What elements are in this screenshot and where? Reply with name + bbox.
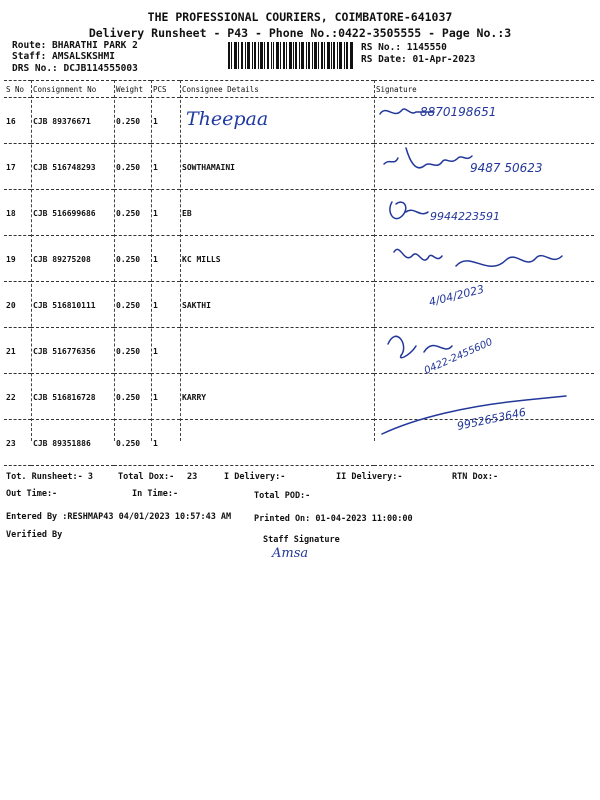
handwritten-phone: 8870198651 [420,105,497,119]
col-consignee: Consignee Details [180,81,374,98]
total-dox-value: 23 [187,472,198,482]
cell-pcs: 1 [151,282,180,328]
barcode-image [228,42,353,69]
handwritten-phone: 0422-2455600 [422,336,495,377]
handwritten-consignee-name: Theepaa [186,108,269,130]
column-divider [374,80,375,441]
cell-sno: 20 [4,282,31,328]
rs-date: RS Date: 01-Apr-2023 [361,54,476,65]
cell-weight: 0.250 [114,98,151,144]
cell-pcs: 1 [151,144,180,190]
col-signature: Signature [374,81,594,98]
handwritten-phone: 9952653646 [455,405,528,433]
column-divider [31,80,32,441]
cell-weight: 0.250 [114,144,151,190]
cell-pcs: 1 [151,98,180,144]
cell-pcs: 1 [151,190,180,236]
runsheet-subtitle: Delivery Runsheet - P43 - Phone No.:0422-3505555 - Page No.:3 [88,26,512,40]
col-sno: S No [4,81,31,98]
handwritten-phone: 9487 50623 [470,161,543,175]
cell-pcs: 1 [151,374,180,420]
tot-runsheet: Tot. Runsheet:- 3 [6,472,93,482]
rs-number: RS No.: 1145550 [361,42,447,53]
rtn-dox: RTN Dox:- [452,472,499,482]
cell-consignment: CJB 516748293 [31,144,114,190]
cell-sno: 18 [4,190,31,236]
table-header-row [4,81,594,98]
cell-consignee: SOWTHAMAINI [180,144,374,190]
cell-weight: 0.250 [114,236,151,282]
total-pod: Total POD:- [254,491,311,501]
cell-pcs: 1 [151,236,180,282]
column-divider [180,80,181,441]
cell-sno: 22 [4,374,31,420]
cell-consignment: CJB 516810111 [31,282,114,328]
cell-consignee [180,328,374,374]
cell-weight: 0.250 [114,374,151,420]
staff-signature: Amsa [272,546,309,561]
staff-signature-label: Staff Signature [263,535,340,545]
in-time: In Time:- [132,489,179,499]
cell-consignment: CJB 516699686 [31,190,114,236]
handwritten-phone: 9944223591 [430,210,500,223]
route-label: Route: BHARATHI PARK 2 [12,40,138,51]
cell-sno: 16 [4,98,31,144]
cell-consignee: KC MILLS [180,236,374,282]
cell-consignee: EB [180,190,374,236]
cell-consignee [180,420,374,466]
cell-weight: 0.250 [114,282,151,328]
signature-strokes [376,100,576,480]
company-title: THE PROFESSIONAL COURIERS, COIMBATORE-641037 [147,10,453,24]
column-divider [114,80,115,441]
cell-weight: 0.250 [114,328,151,374]
cell-consignee: KARRY [180,374,374,420]
cell-consignment: CJB 89351886 [31,420,114,466]
cell-sno: 23 [4,420,31,466]
cell-consignment: CJB 516776356 [31,328,114,374]
col-weight: Weight [114,81,151,98]
cell-weight: 0.250 [114,190,151,236]
ii-delivery: II Delivery:- [336,472,403,482]
column-divider [151,80,152,441]
staff-label: Staff: AMSALSKSHMI [12,51,115,62]
cell-pcs: 1 [151,328,180,374]
i-delivery: I Delivery:- [224,472,286,482]
cell-consignment: CJB 516816728 [31,374,114,420]
col-pcs: PCS [151,81,180,98]
cell-sno: 21 [4,328,31,374]
verified-by: Verified By [6,530,63,540]
cell-pcs: 1 [151,420,180,466]
total-dox-label: Total Dox:- [118,472,175,482]
cell-consignment: CJB 89275208 [31,236,114,282]
cell-consignment: CJB 89376671 [31,98,114,144]
entered-by: Entered By :RESHMAP43 04/01/2023 10:57:43 AM [6,512,232,522]
cell-consignee: SAKTHI [180,282,374,328]
cell-sno: 17 [4,144,31,190]
col-consignment: Consignment No [31,81,114,98]
cell-sno: 19 [4,236,31,282]
drs-number: DRS No.: DCJB114555003 [12,63,138,74]
handwritten-date: 4/04/2023 [427,282,486,309]
cell-weight: 0.250 [114,420,151,466]
out-time: Out Time:- [6,489,58,499]
printed-on: Printed On: 01-04-2023 11:00:00 [254,514,413,524]
